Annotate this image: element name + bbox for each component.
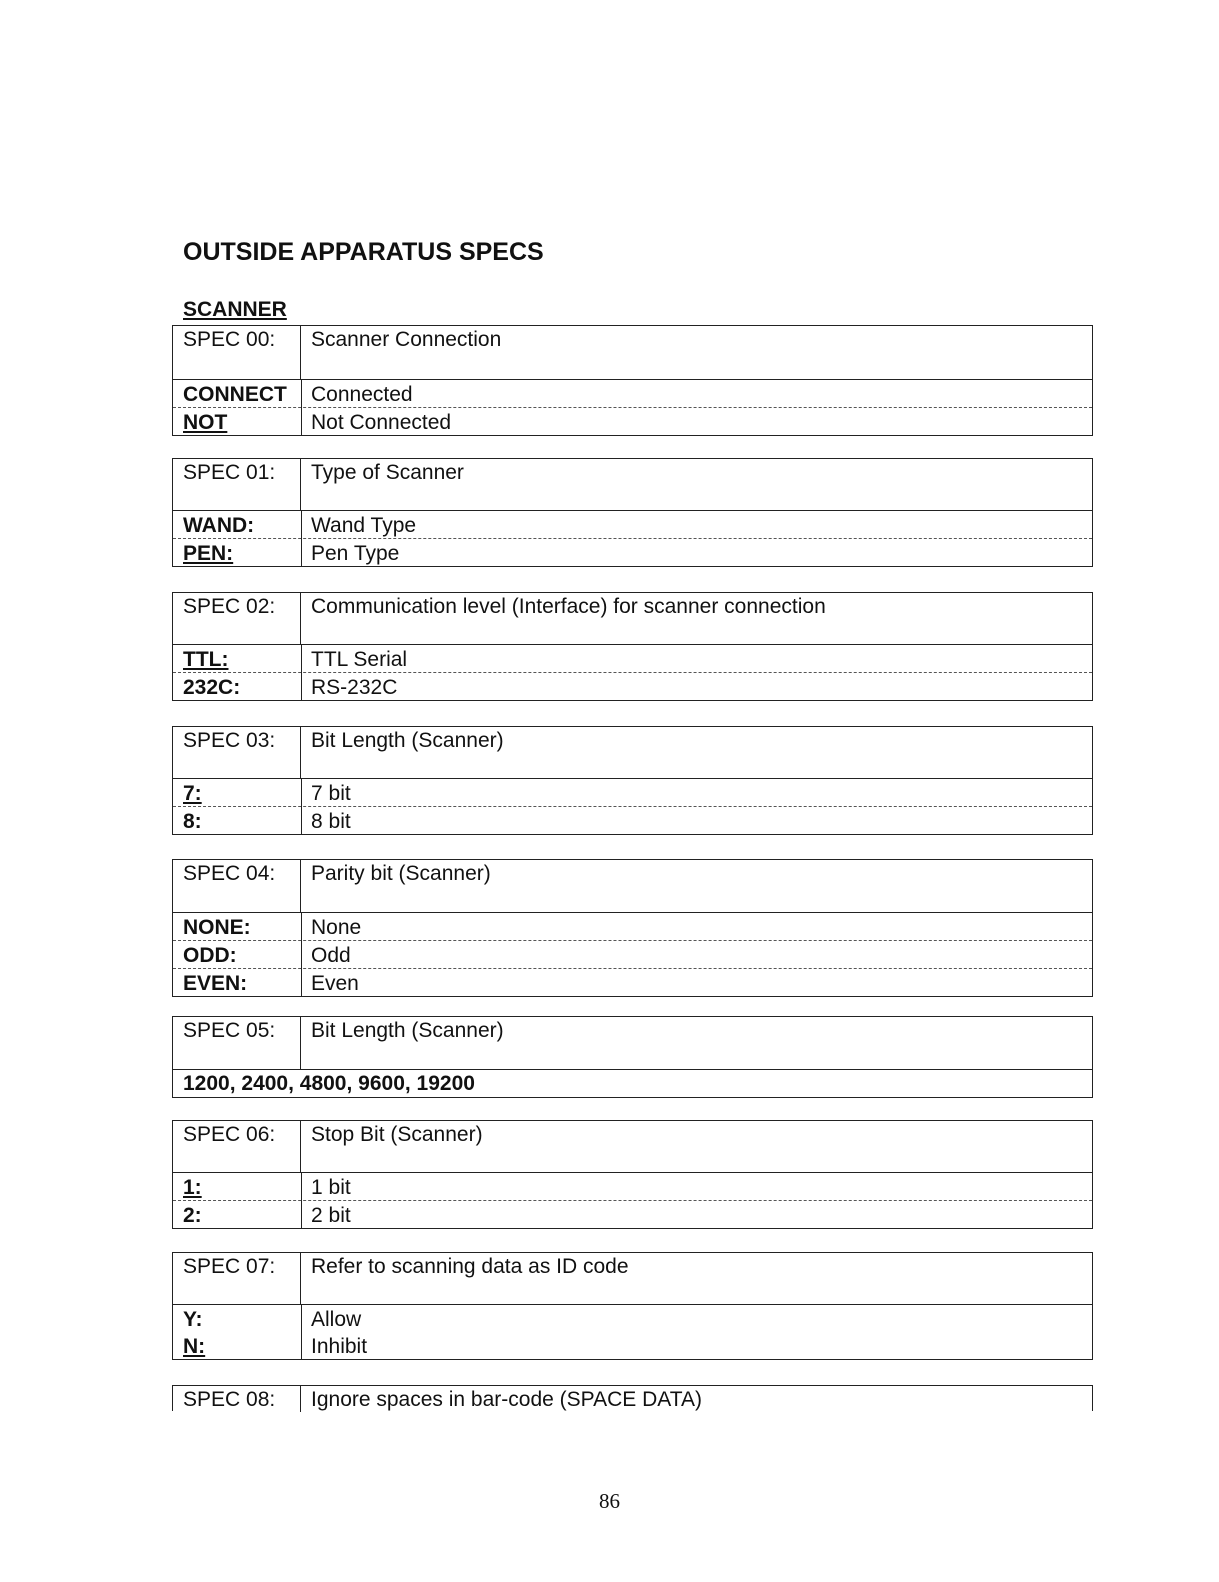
spec-code: SPEC 00: [173,326,301,379]
page-number: 86 [599,1489,620,1513]
section-heading: SCANNER [183,298,287,321]
option-key: 7: [183,782,202,805]
option-key: EVEN: [183,972,248,995]
spec-table [172,1016,1093,1098]
spec-table [172,1252,1093,1360]
option-key: 8: [183,810,202,833]
option-value: Pen Type [311,542,400,565]
spec-table [172,592,1093,701]
spec-description: Parity bit (Scanner) [311,862,491,885]
option-key: NONE: [183,916,251,939]
spec-code: SPEC 05: [173,1017,301,1069]
option-value: TTL Serial [311,648,408,671]
spec-table [172,1120,1093,1229]
option-value: Wand Type [311,514,417,537]
option-value: None [311,916,362,939]
option-key: 2: [183,1204,202,1227]
option-key: 1: [183,1176,202,1199]
option-key: 232C: [183,676,241,699]
spec-description: Refer to scanning data as ID code [311,1255,629,1278]
spec-description: Scanner Connection [311,328,502,351]
option-value: 7 bit [311,782,351,805]
spec-table [172,859,1093,997]
spec-description: Stop Bit (Scanner) [311,1123,483,1146]
spec-table [172,726,1093,835]
option-key: WAND: [183,514,255,537]
spec-code: SPEC 06: [173,1121,301,1172]
spec-description: Communication level (Interface) for scanner connection [311,595,826,618]
option-key: TTL: [183,648,229,671]
option-value: Connected [311,383,413,406]
spec-table [172,325,1093,436]
page-title: OUTSIDE APPARATUS SPECS [183,238,544,266]
option-value: 1 bit [311,1176,351,1199]
spec-code: SPEC 01: [173,459,301,510]
spec-description: Bit Length (Scanner) [311,729,504,752]
option-value: Even [311,972,359,995]
spec-code: SPEC 04: [173,860,301,912]
spec-description: Ignore spaces in bar-code (SPACE DATA) [311,1388,702,1411]
option-value: Not Connected [311,411,452,434]
spec-code: SPEC 03: [173,727,301,778]
option-value: 2 bit [311,1204,351,1227]
option-key: NOT [183,411,228,434]
spec-description: Bit Length (Scanner) [311,1019,504,1042]
option-value: Allow [311,1308,362,1331]
option-key: PEN: [183,542,234,565]
option-key: CONNECT [183,383,287,406]
option-value: 8 bit [311,810,351,833]
option-key: N: [183,1335,206,1358]
spec-code: SPEC 07: [173,1253,301,1304]
option-value: Odd [311,944,351,967]
spec-table [172,458,1093,567]
option-key: Y: [183,1308,203,1331]
option-value: Inhibit [311,1335,368,1358]
spec-description: Type of Scanner [311,461,464,484]
spec-table [172,1385,1093,1411]
spec-code: SPEC 02: [173,593,301,644]
option-key: ODD: [183,944,237,967]
spec-code: SPEC 08: [173,1386,301,1412]
baud-rate-options: 1200, 2400, 4800, 9600, 19200 [183,1072,475,1095]
option-value: RS-232C [311,676,398,699]
